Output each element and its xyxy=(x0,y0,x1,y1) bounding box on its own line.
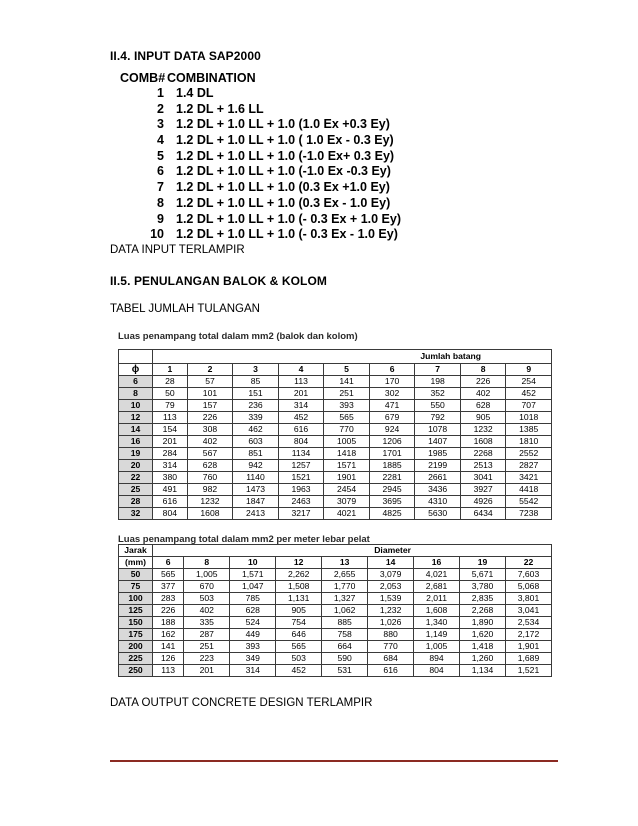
area-cell: 2199 xyxy=(415,460,461,472)
area-cell: 79 xyxy=(153,400,188,412)
area-cell: 1810 xyxy=(506,436,552,448)
area-cell: 3217 xyxy=(278,508,324,520)
area-cell: 603 xyxy=(233,436,279,448)
area-cell: 1,901 xyxy=(505,641,551,653)
area-cell: 3,801 xyxy=(505,593,551,605)
area-cell: 804 xyxy=(278,436,324,448)
area-cell: 1232 xyxy=(187,496,233,508)
area-cell: 1,131 xyxy=(276,593,322,605)
area-cell: 223 xyxy=(184,653,230,665)
area-cell: 226 xyxy=(153,605,184,617)
area-cell: 491 xyxy=(153,484,188,496)
table-row xyxy=(119,472,552,484)
bar-diameter-cell: 19 xyxy=(119,448,153,460)
area-cell: 201 xyxy=(184,665,230,677)
diameter-col-header: 22 xyxy=(505,557,551,569)
area-cell: 4926 xyxy=(460,496,506,508)
area-cell: 393 xyxy=(230,641,276,653)
area-cell: 284 xyxy=(153,448,188,460)
spacing-cell: 225 xyxy=(119,653,153,665)
spacing-cell: 75 xyxy=(119,581,153,593)
area-cell: 1885 xyxy=(369,460,415,472)
bar-diameter-cell: 20 xyxy=(119,460,153,472)
comb-number: 5 xyxy=(157,148,164,163)
area-cell: 567 xyxy=(187,448,233,460)
area-cell: 1232 xyxy=(460,424,506,436)
area-cell: 1005 xyxy=(324,436,370,448)
area-cell: 616 xyxy=(278,424,324,436)
area-cell: 1,134 xyxy=(460,665,506,677)
area-cell: 628 xyxy=(460,400,506,412)
area-cell: 2,655 xyxy=(322,569,368,581)
area-cell: 628 xyxy=(187,460,233,472)
area-cell: 1,232 xyxy=(368,605,414,617)
area-cell: 616 xyxy=(368,665,414,677)
combination-formula: 1.2 DL + 1.0 LL + 1.0 (-1.0 Ex+ 0.3 Ey) xyxy=(176,148,395,163)
area-cell: 1,508 xyxy=(276,581,322,593)
combination-row xyxy=(112,117,412,133)
area-cell: 924 xyxy=(369,424,415,436)
area-cell: 113 xyxy=(153,412,188,424)
area-cell: 3695 xyxy=(369,496,415,508)
combination-row xyxy=(112,164,412,180)
area-cell: 590 xyxy=(322,653,368,665)
table-row xyxy=(119,376,552,388)
area-cell: 141 xyxy=(324,376,370,388)
area-cell: 126 xyxy=(153,653,184,665)
area-cell: 565 xyxy=(276,641,322,653)
combination-formula: 1.2 DL + 1.6 LL xyxy=(176,101,264,116)
area-cell: 503 xyxy=(276,653,322,665)
combination-list xyxy=(112,70,412,243)
spacing-cell: 250 xyxy=(119,665,153,677)
area-cell: 1,026 xyxy=(368,617,414,629)
area-cell: 1608 xyxy=(460,436,506,448)
diameter-col-header: 12 xyxy=(276,557,322,569)
area-cell: 2,011 xyxy=(414,593,460,605)
area-cell: 1,005 xyxy=(184,569,230,581)
jarak-unit-header: (mm) xyxy=(119,557,153,569)
area-cell: 942 xyxy=(233,460,279,472)
area-cell: 785 xyxy=(230,593,276,605)
diameter-col-header: 8 xyxy=(184,557,230,569)
area-cell: 1206 xyxy=(369,436,415,448)
area-cell: 287 xyxy=(184,629,230,641)
area-cell: 1521 xyxy=(278,472,324,484)
area-cell: 1257 xyxy=(278,460,324,472)
area-cell: 154 xyxy=(153,424,188,436)
combination-row xyxy=(112,86,412,102)
area-cell: 664 xyxy=(322,641,368,653)
area-cell: 679 xyxy=(369,412,415,424)
area-cell: 462 xyxy=(233,424,279,436)
area-cell: 3,079 xyxy=(368,569,414,581)
combination-row xyxy=(112,102,412,118)
area-cell: 352 xyxy=(415,388,461,400)
bar-count-header: 2 xyxy=(187,364,233,376)
spacing-cell: 125 xyxy=(119,605,153,617)
area-cell: 251 xyxy=(184,641,230,653)
area-cell: 880 xyxy=(368,629,414,641)
table-row xyxy=(119,448,552,460)
area-cell: 1901 xyxy=(324,472,370,484)
area-cell: 3927 xyxy=(460,484,506,496)
bar-count-header: 1 xyxy=(153,364,188,376)
area-cell: 1,770 xyxy=(322,581,368,593)
area-cell: 2,268 xyxy=(460,605,506,617)
area-cell: 4310 xyxy=(415,496,461,508)
area-cell: 380 xyxy=(153,472,188,484)
area-cell: 162 xyxy=(153,629,184,641)
area-cell: 1473 xyxy=(233,484,279,496)
area-cell: 2454 xyxy=(324,484,370,496)
area-cell: 402 xyxy=(184,605,230,617)
table-row xyxy=(119,460,552,472)
spacing-cell: 100 xyxy=(119,593,153,605)
area-cell: 2,681 xyxy=(414,581,460,593)
table-row xyxy=(119,593,552,605)
table-row xyxy=(119,484,552,496)
area-cell: 1,260 xyxy=(460,653,506,665)
table-row xyxy=(119,412,552,424)
area-cell: 670 xyxy=(184,581,230,593)
area-cell: 85 xyxy=(233,376,279,388)
area-cell: 524 xyxy=(230,617,276,629)
table-row xyxy=(119,617,552,629)
area-cell: 4,021 xyxy=(414,569,460,581)
rebar-table-subtitle: TABEL JUMLAH TULANGAN xyxy=(110,303,260,315)
table-row xyxy=(119,508,552,520)
area-cell: 452 xyxy=(278,412,324,424)
area-cell: 5,671 xyxy=(460,569,506,581)
area-cell: 1963 xyxy=(278,484,324,496)
area-cell: 1418 xyxy=(324,448,370,460)
area-cell: 1,418 xyxy=(460,641,506,653)
area-cell: 5,068 xyxy=(505,581,551,593)
area-cell: 151 xyxy=(233,388,279,400)
footer-rule xyxy=(110,760,558,762)
area-cell: 1,571 xyxy=(230,569,276,581)
area-cell: 754 xyxy=(276,617,322,629)
area-cell: 251 xyxy=(324,388,370,400)
bar-count-header: 7 xyxy=(415,364,461,376)
area-cell: 2413 xyxy=(233,508,279,520)
area-cell: 894 xyxy=(414,653,460,665)
combination-header-label: COMBINATION xyxy=(167,71,256,85)
comb-number: 9 xyxy=(157,211,164,226)
area-cell: 770 xyxy=(324,424,370,436)
area-cell: 1,062 xyxy=(322,605,368,617)
area-cell: 226 xyxy=(187,412,233,424)
area-cell: 4021 xyxy=(324,508,370,520)
area-cell: 1,689 xyxy=(505,653,551,665)
area-cell: 3079 xyxy=(324,496,370,508)
bar-count-header: 9 xyxy=(506,364,552,376)
table-row xyxy=(119,653,552,665)
area-cell: 1,620 xyxy=(460,629,506,641)
comb-number: 10 xyxy=(150,227,164,242)
area-cell: 684 xyxy=(368,653,414,665)
area-cell: 7238 xyxy=(506,508,552,520)
area-cell: 1,149 xyxy=(414,629,460,641)
area-cell: 905 xyxy=(276,605,322,617)
bar-diameter-cell: 32 xyxy=(119,508,153,520)
combination-row xyxy=(112,149,412,165)
combination-formula: 1.2 DL + 1.0 LL + 1.0 ( 1.0 Ex - 0.3 Ey) xyxy=(176,133,394,148)
area-cell: 50 xyxy=(153,388,188,400)
area-cell: 760 xyxy=(187,472,233,484)
diameter-col-header: 13 xyxy=(322,557,368,569)
area-cell: 402 xyxy=(460,388,506,400)
area-cell: 792 xyxy=(415,412,461,424)
table-row xyxy=(119,581,552,593)
area-cell: 349 xyxy=(230,653,276,665)
area-cell: 707 xyxy=(506,400,552,412)
area-cell: 2268 xyxy=(460,448,506,460)
area-cell: 7,603 xyxy=(505,569,551,581)
table2-caption: Luas penampang total dalam mm2 per meter lebar pelat xyxy=(118,534,370,545)
diameter-col-header: 6 xyxy=(153,557,184,569)
area-cell: 6434 xyxy=(460,508,506,520)
area-cell: 393 xyxy=(324,400,370,412)
combination-formula: 1.2 DL + 1.0 LL + 1.0 (0.3 Ex - 1.0 Ey) xyxy=(176,195,391,210)
table-row xyxy=(119,496,552,508)
area-cell: 1,521 xyxy=(505,665,551,677)
area-cell: 1140 xyxy=(233,472,279,484)
area-cell: 982 xyxy=(187,484,233,496)
combination-formula: 1.4 DL xyxy=(176,86,214,100)
output-data-note: DATA OUTPUT CONCRETE DESIGN TERLAMPIR xyxy=(110,697,373,709)
area-cell: 1847 xyxy=(233,496,279,508)
area-cell: 57 xyxy=(187,376,233,388)
area-cell: 5630 xyxy=(415,508,461,520)
comb-number: 4 xyxy=(157,133,164,148)
area-cell: 1701 xyxy=(369,448,415,460)
input-data-note: DATA INPUT TERLAMPIR xyxy=(110,244,245,256)
slab-rebar-table xyxy=(118,544,552,677)
area-cell: 314 xyxy=(230,665,276,677)
spacing-cell: 150 xyxy=(119,617,153,629)
area-cell: 236 xyxy=(233,400,279,412)
jarak-header: Jarak xyxy=(119,545,153,557)
combination-row xyxy=(112,212,412,228)
area-cell: 449 xyxy=(230,629,276,641)
area-cell: 851 xyxy=(233,448,279,460)
area-cell: 471 xyxy=(369,400,415,412)
area-cell: 254 xyxy=(506,376,552,388)
area-cell: 646 xyxy=(276,629,322,641)
table-row xyxy=(119,388,552,400)
area-cell: 157 xyxy=(187,400,233,412)
comb-number-header: COMB# xyxy=(120,71,166,85)
area-cell: 1,005 xyxy=(414,641,460,653)
area-cell: 113 xyxy=(153,665,184,677)
area-cell: 2281 xyxy=(369,472,415,484)
area-cell: 2661 xyxy=(415,472,461,484)
area-cell: 302 xyxy=(369,388,415,400)
area-cell: 531 xyxy=(322,665,368,677)
bar-count-header: 4 xyxy=(278,364,324,376)
phi-header: ϕ xyxy=(119,364,153,376)
area-cell: 1571 xyxy=(324,460,370,472)
area-cell: 2945 xyxy=(369,484,415,496)
comb-number: 8 xyxy=(157,195,164,210)
bar-diameter-cell: 6 xyxy=(119,376,153,388)
area-cell: 885 xyxy=(322,617,368,629)
area-cell: 452 xyxy=(276,665,322,677)
area-cell: 198 xyxy=(415,376,461,388)
area-cell: 770 xyxy=(368,641,414,653)
area-cell: 201 xyxy=(153,436,188,448)
area-cell: 804 xyxy=(414,665,460,677)
bar-count-header: 5 xyxy=(324,364,370,376)
area-cell: 758 xyxy=(322,629,368,641)
bar-diameter-cell: 8 xyxy=(119,388,153,400)
table-row xyxy=(119,605,552,617)
area-cell: 2827 xyxy=(506,460,552,472)
section-title-sap2000: II.4. INPUT DATA SAP2000 xyxy=(110,49,261,63)
area-cell: 2552 xyxy=(506,448,552,460)
area-cell: 2,835 xyxy=(460,593,506,605)
combination-row xyxy=(112,180,412,196)
area-cell: 28 xyxy=(153,376,188,388)
diameter-col-header: 16 xyxy=(414,557,460,569)
rebar-area-table xyxy=(118,349,552,520)
area-cell: 1018 xyxy=(506,412,552,424)
spacing-cell: 175 xyxy=(119,629,153,641)
area-cell: 2,053 xyxy=(368,581,414,593)
area-cell: 550 xyxy=(415,400,461,412)
bar-count-header: 3 xyxy=(233,364,279,376)
table-row xyxy=(119,641,552,653)
area-cell: 226 xyxy=(460,376,506,388)
table-row xyxy=(119,424,552,436)
area-cell: 339 xyxy=(233,412,279,424)
area-cell: 314 xyxy=(278,400,324,412)
area-cell: 1,890 xyxy=(460,617,506,629)
comb-number: 7 xyxy=(157,180,164,195)
diameter-col-header: 19 xyxy=(460,557,506,569)
area-cell: 565 xyxy=(153,569,184,581)
table-row xyxy=(119,400,552,412)
comb-number: 6 xyxy=(157,164,164,179)
area-cell: 1078 xyxy=(415,424,461,436)
table-row xyxy=(119,665,552,677)
table-row xyxy=(119,569,552,581)
area-cell: 804 xyxy=(153,508,188,520)
area-cell: 308 xyxy=(187,424,233,436)
jumlah-batang-header: Jumlah batang xyxy=(153,350,552,364)
area-cell: 616 xyxy=(153,496,188,508)
area-cell: 2,172 xyxy=(505,629,551,641)
area-cell: 4418 xyxy=(506,484,552,496)
area-cell: 905 xyxy=(460,412,506,424)
spacing-cell: 50 xyxy=(119,569,153,581)
area-cell: 1,327 xyxy=(322,593,368,605)
diameter-header: Diameter xyxy=(153,545,552,557)
comb-number: 2 xyxy=(157,101,164,116)
comb-number: 1 xyxy=(157,86,164,100)
area-cell: 1,340 xyxy=(414,617,460,629)
diameter-col-header: 14 xyxy=(368,557,414,569)
combination-formula: 1.2 DL + 1.0 LL + 1.0 (0.3 Ex +1.0 Ey) xyxy=(176,180,390,195)
area-cell: 1,608 xyxy=(414,605,460,617)
area-cell: 1134 xyxy=(278,448,324,460)
area-cell: 314 xyxy=(153,460,188,472)
area-cell: 188 xyxy=(153,617,184,629)
area-cell: 5542 xyxy=(506,496,552,508)
combination-header xyxy=(112,70,412,86)
table-row xyxy=(119,436,552,448)
combination-formula: 1.2 DL + 1.0 LL + 1.0 (-1.0 Ex -0.3 Ey) xyxy=(176,164,391,179)
area-cell: 201 xyxy=(278,388,324,400)
area-cell: 113 xyxy=(278,376,324,388)
area-cell: 141 xyxy=(153,641,184,653)
area-cell: 101 xyxy=(187,388,233,400)
area-cell: 402 xyxy=(187,436,233,448)
phi-header-top xyxy=(119,350,153,364)
section-title-rebar: II.5. PENULANGAN BALOK & KOLOM xyxy=(110,274,328,288)
bar-diameter-cell: 10 xyxy=(119,400,153,412)
bar-diameter-cell: 28 xyxy=(119,496,153,508)
combination-formula: 1.2 DL + 1.0 LL + 1.0 (- 0.3 Ex - 1.0 Ey) xyxy=(176,227,398,242)
table-row xyxy=(119,629,552,641)
area-cell: 628 xyxy=(230,605,276,617)
combination-row xyxy=(112,196,412,212)
area-cell: 2513 xyxy=(460,460,506,472)
area-cell: 3,780 xyxy=(460,581,506,593)
area-cell: 3436 xyxy=(415,484,461,496)
combination-formula: 1.2 DL + 1.0 LL + 1.0 (1.0 Ex +0.3 Ey) xyxy=(176,117,390,132)
area-cell: 3,041 xyxy=(505,605,551,617)
area-cell: 1608 xyxy=(187,508,233,520)
area-cell: 3041 xyxy=(460,472,506,484)
area-cell: 377 xyxy=(153,581,184,593)
area-cell: 1,047 xyxy=(230,581,276,593)
area-cell: 2463 xyxy=(278,496,324,508)
area-cell: 1985 xyxy=(415,448,461,460)
bar-diameter-cell: 16 xyxy=(119,436,153,448)
area-cell: 1407 xyxy=(415,436,461,448)
area-cell: 3421 xyxy=(506,472,552,484)
spacing-cell: 200 xyxy=(119,641,153,653)
table1-caption: Luas penampang total dalam mm2 (balok dan kolom) xyxy=(118,331,358,342)
bar-diameter-cell: 25 xyxy=(119,484,153,496)
area-cell: 1,539 xyxy=(368,593,414,605)
bar-diameter-cell: 22 xyxy=(119,472,153,484)
area-cell: 452 xyxy=(506,388,552,400)
bar-diameter-cell: 12 xyxy=(119,412,153,424)
area-cell: 503 xyxy=(184,593,230,605)
bar-diameter-cell: 14 xyxy=(119,424,153,436)
area-cell: 283 xyxy=(153,593,184,605)
area-cell: 170 xyxy=(369,376,415,388)
combination-row xyxy=(112,133,412,149)
area-cell: 1385 xyxy=(506,424,552,436)
bar-count-header: 6 xyxy=(369,364,415,376)
diameter-col-header: 10 xyxy=(230,557,276,569)
comb-number: 3 xyxy=(157,117,164,132)
bar-count-header: 8 xyxy=(460,364,506,376)
combination-formula: 1.2 DL + 1.0 LL + 1.0 (- 0.3 Ex + 1.0 Ey) xyxy=(176,211,402,226)
area-cell: 2,262 xyxy=(276,569,322,581)
area-cell: 335 xyxy=(184,617,230,629)
combination-row xyxy=(112,227,412,243)
area-cell: 4825 xyxy=(369,508,415,520)
area-cell: 2,534 xyxy=(505,617,551,629)
area-cell: 565 xyxy=(324,412,370,424)
